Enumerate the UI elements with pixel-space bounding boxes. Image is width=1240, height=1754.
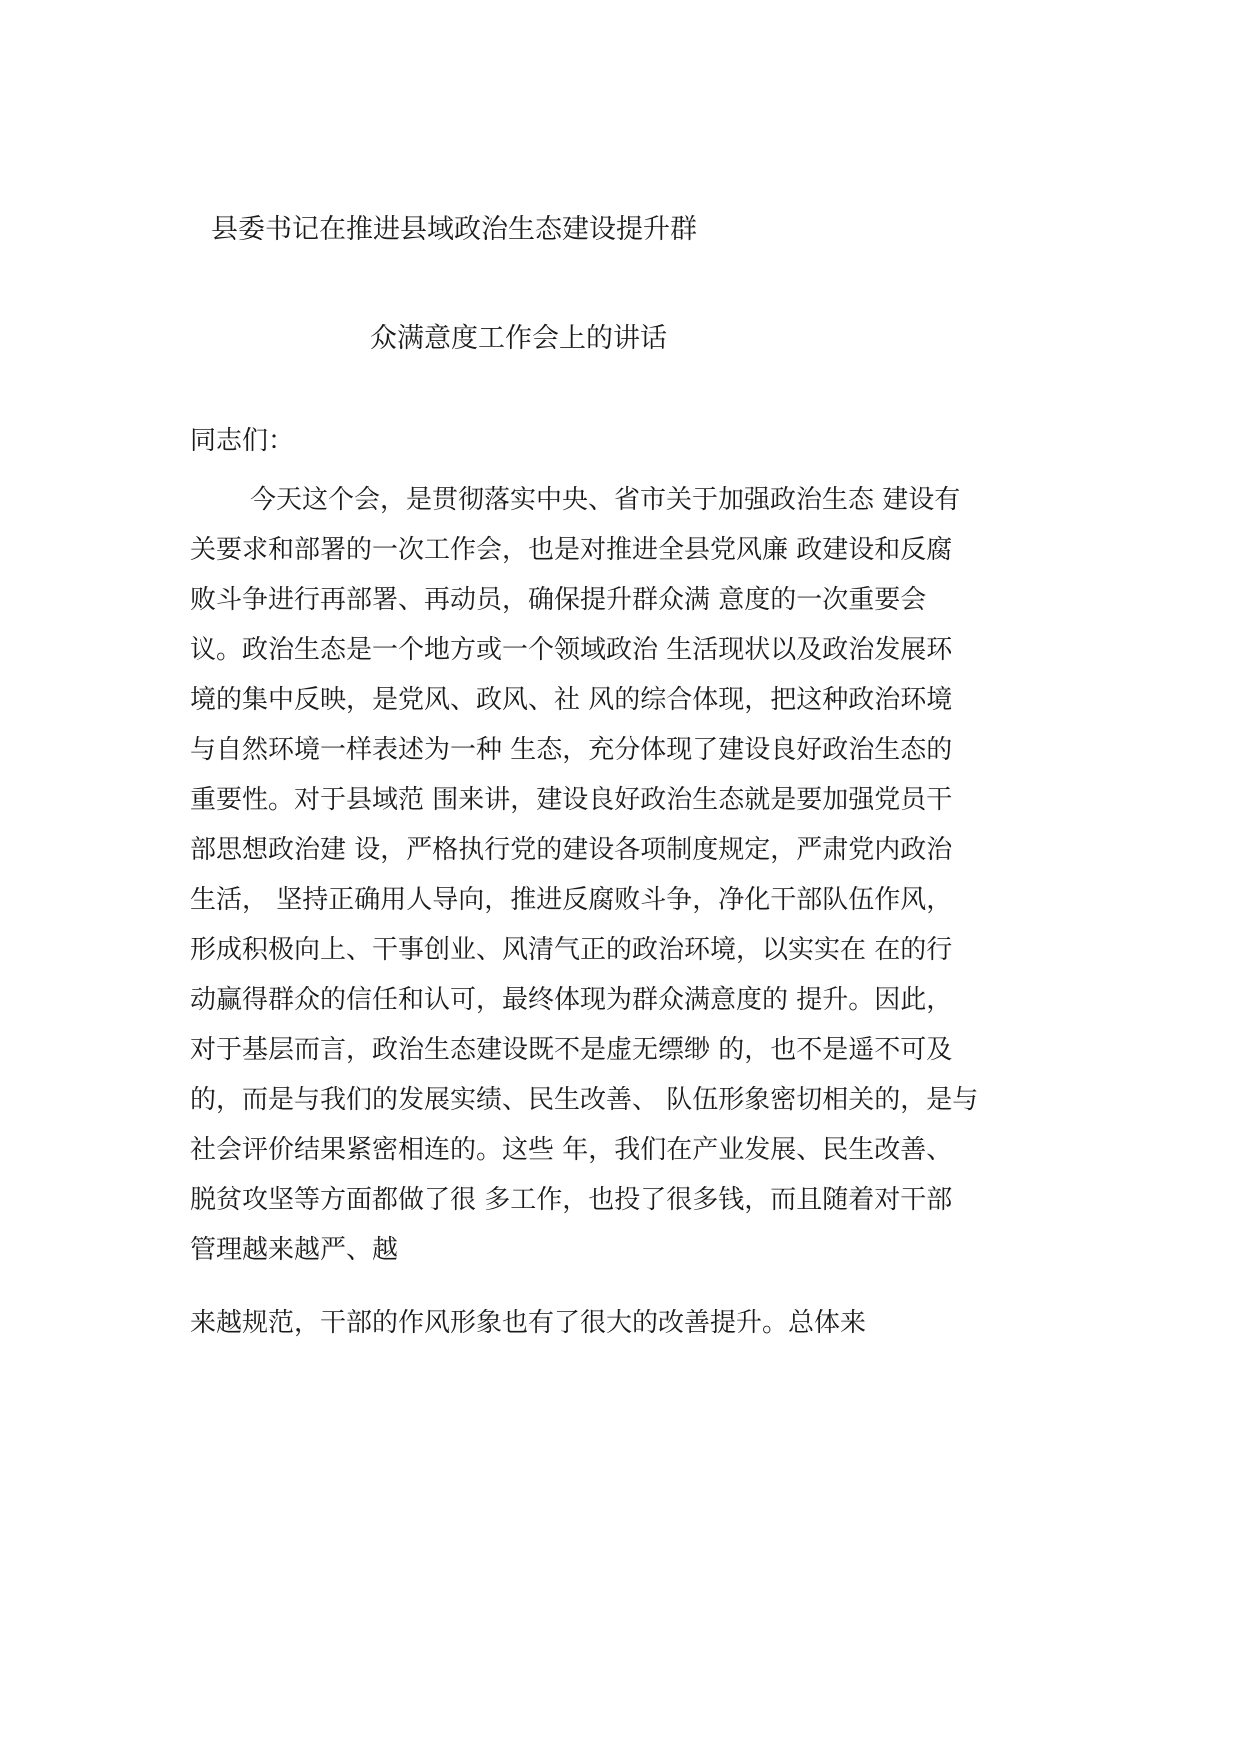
body-line: 脱贫攻坚等方面都做了很 多工作，也投了很多钱，而且随着对干部: [190, 1185, 953, 1215]
body-line: 形成积极向上、干事创业、风清气正的政治环境，以实实在 在的行: [190, 935, 953, 965]
body-line: 关要求和部署的一次工作会，也是对推进全县党风廉 政建设和反腐: [190, 535, 953, 565]
body-line: 生活， 坚持正确用人导向，推进反腐败斗争，净化干部队伍作风，: [190, 885, 953, 915]
body-line: 对于基层而言，政治生态建设既不是虚无缥缈 的，也不是遥不可及: [190, 1035, 953, 1065]
body-line: 与自然环境一样表述为一种 生态，充分体现了建设良好政治生态的: [190, 735, 953, 765]
body-line: 的，而是与我们的发展实绩、民生改善、 队伍形象密切相关的，是与: [190, 1085, 979, 1115]
document-title-line-2: 众满意度工作会上的讲话: [370, 323, 667, 354]
body-line: 社会评价结果紧密相连的。这些 年，我们在产业发展、民生改善、: [190, 1135, 953, 1165]
body-line: 部思想政治建 设，严格执行党的建设各项制度规定，严肃党内政治: [190, 835, 953, 865]
body-line: 今天这个会，是贯彻落实中央、省市关于加强政治生态 建设有: [250, 485, 961, 515]
salutation: 同志们：: [190, 426, 295, 456]
document-title-line-1: 县委书记在推进县域政治生态建设提升群: [211, 214, 697, 245]
continuation-line: 来越规范，干部的作风形象也有了很大的改善提升。总体来: [190, 1308, 867, 1338]
body-line: 重要性。对于县域范 围来讲，建设良好政治生态就是要加强党员干: [190, 785, 953, 815]
body-line: 管理越来越严、越: [190, 1235, 399, 1265]
body-line: 议。政治生态是一个地方或一个领域政治 生活现状以及政治发展环: [190, 635, 953, 665]
body-line: 败斗争进行再部署、再动员，确保提升群众满 意度的一次重要会: [190, 585, 927, 615]
body-line: 境的集中反映，是党风、政风、社 风的综合体现，把这种政治环境: [190, 685, 953, 715]
body-line: 动赢得群众的信任和认可，最终体现为群众满意度的 提升。因此，: [190, 985, 953, 1015]
